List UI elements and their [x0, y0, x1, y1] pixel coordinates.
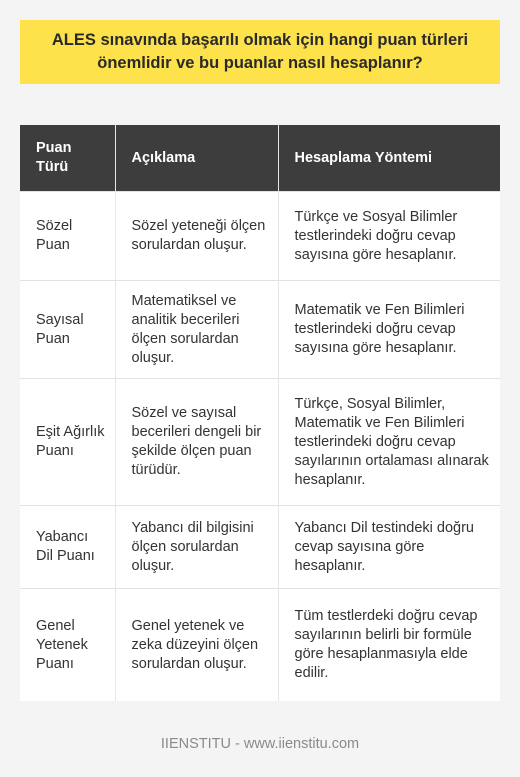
- cell-calculation-method: Yabancı Dil testindeki doğru cevap sayısına göre hesaplanır.: [278, 506, 500, 589]
- cell-score-type: Genel Yetenek Puanı: [20, 589, 115, 702]
- cell-score-type: Yabancı Dil Puanı: [20, 506, 115, 589]
- table-header-row: [20, 125, 500, 192]
- cell-calculation-method: Matematik ve Fen Bilimleri testlerindeki doğru cevap sayısına göre hesaplanır.: [278, 281, 500, 379]
- table-row: [20, 379, 500, 506]
- cell-calculation-method: Tüm testlerdeki doğru cevap sayılarının belirli bir formüle göre hesaplanmasıyla elde edilir.: [278, 589, 500, 702]
- table-row: [20, 192, 500, 281]
- cell-calculation-method: Türkçe, Sosyal Bilimler, Matematik ve Fen Bilimleri testlerindeki doğru cevap sayılarının ortalaması alınarak hesaplanır.: [278, 379, 500, 506]
- header-score-type: Puan Türü: [20, 125, 115, 192]
- cell-description: Sözel yeteneği ölçen sorulardan oluşur.: [115, 192, 278, 281]
- table-row: [20, 506, 500, 589]
- cell-calculation-method: Türkçe ve Sosyal Bilimler testlerindeki doğru cevap sayısına göre hesaplanır.: [278, 192, 500, 281]
- table-row: [20, 281, 500, 379]
- cell-description: Sözel ve sayısal becerileri dengeli bir şekilde ölçen puan türüdür.: [115, 379, 278, 506]
- page-title: ALES sınavında başarılı olmak için hangi puan türleri önemlidir ve bu puanlar nasıl hesaplanır?: [51, 31, 469, 72]
- table-row: [20, 589, 500, 702]
- cell-score-type: Sözel Puan: [20, 192, 115, 281]
- title-banner: [20, 20, 500, 84]
- cell-description: Yabancı dil bilgisini ölçen sorulardan oluşur.: [115, 506, 278, 589]
- cell-score-type: Eşit Ağırlık Puanı: [20, 379, 115, 506]
- cell-description: Genel yetenek ve zeka düzeyini ölçen sorulardan oluşur.: [115, 589, 278, 702]
- footer-credit: IIENSTITU - www.iienstitu.com: [160, 736, 360, 752]
- header-description: Açıklama: [115, 125, 278, 192]
- score-types-table: [20, 125, 500, 701]
- cell-description: Matematiksel ve analitik becerileri ölçen sorulardan oluşur.: [115, 281, 278, 379]
- cell-score-type: Sayısal Puan: [20, 281, 115, 379]
- header-calculation-method: Hesaplama Yöntemi: [278, 125, 500, 192]
